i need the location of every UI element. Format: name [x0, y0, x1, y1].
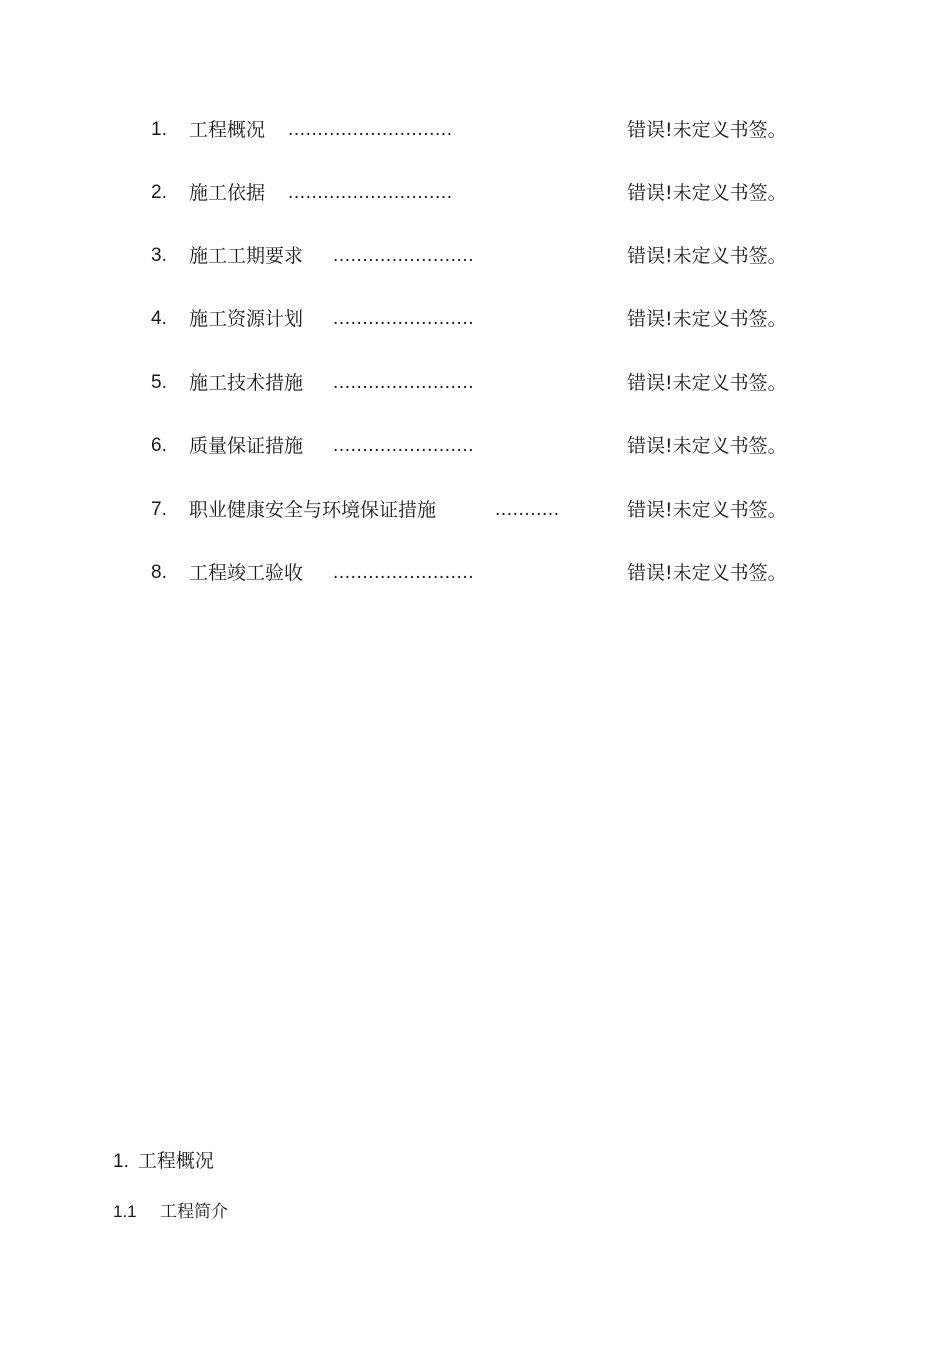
toc-entry-title: 施工工期要求 [189, 245, 304, 267]
toc-entry-number: 4. [151, 308, 167, 329]
toc-leader-dots: ........... [495, 499, 560, 520]
toc-entry-6[interactable] [0, 431, 950, 461]
toc-entry-page-ref: 错误!未定义书签。 [627, 562, 787, 584]
toc-entry-number: 8. [151, 562, 167, 583]
toc-entry-8[interactable] [0, 558, 950, 588]
toc-leader-dots: ........................ [333, 562, 475, 583]
toc-leader-dots: ........................ [333, 245, 475, 266]
toc-entry-number: 2. [151, 182, 167, 203]
toc-leader-dots: ........................ [333, 435, 475, 456]
toc-entry-title: 工程概况 [189, 119, 266, 141]
toc-entry-number: 1. [151, 119, 167, 140]
toc-entry-title: 施工资源计划 [189, 308, 304, 330]
toc-entry-title: 职业健康安全与环境保证措施 [189, 499, 437, 521]
toc-entry-2[interactable] [0, 178, 950, 208]
toc-entry-page-ref: 错误!未定义书签。 [627, 245, 787, 267]
toc-entry-page-ref: 错误!未定义书签。 [627, 435, 787, 457]
toc-entry-page-ref: 错误!未定义书签。 [627, 308, 787, 330]
subsection-heading-number: 1.1 [113, 1202, 137, 1221]
toc-entry-number: 7. [151, 499, 167, 520]
toc-entry-page-ref: 错误!未定义书签。 [627, 182, 787, 204]
toc-entry-4[interactable] [0, 304, 950, 334]
toc-entry-7[interactable] [0, 495, 950, 525]
section-heading-number: 1. [113, 1151, 129, 1172]
toc-entry-5[interactable] [0, 368, 950, 398]
section-heading [113, 1146, 214, 1177]
toc-leader-dots: ............................ [288, 119, 453, 140]
subsection-heading [113, 1198, 228, 1226]
toc-entry-number: 5. [151, 372, 167, 393]
toc-leader-dots: ........................ [333, 372, 475, 393]
subsection-heading-title: 工程简介 [160, 1202, 228, 1222]
toc-entry-title: 施工技术措施 [189, 372, 304, 394]
toc-entry-3[interactable] [0, 241, 950, 271]
toc-entry-page-ref: 错误!未定义书签。 [627, 372, 787, 394]
toc-entry-1[interactable] [0, 115, 950, 145]
toc-entry-title: 工程竣工验收 [189, 562, 304, 584]
section-heading-title: 工程概况 [137, 1150, 214, 1172]
toc-entry-number: 3. [151, 245, 167, 266]
toc-entry-number: 6. [151, 435, 167, 456]
toc-leader-dots: ........................ [333, 308, 475, 329]
toc-entry-title: 施工依据 [189, 182, 266, 204]
toc-leader-dots: ............................ [288, 182, 453, 203]
toc-entry-page-ref: 错误!未定义书签。 [627, 119, 787, 141]
toc-entry-title: 质量保证措施 [189, 435, 304, 457]
toc-entry-page-ref: 错误!未定义书签。 [627, 499, 787, 521]
